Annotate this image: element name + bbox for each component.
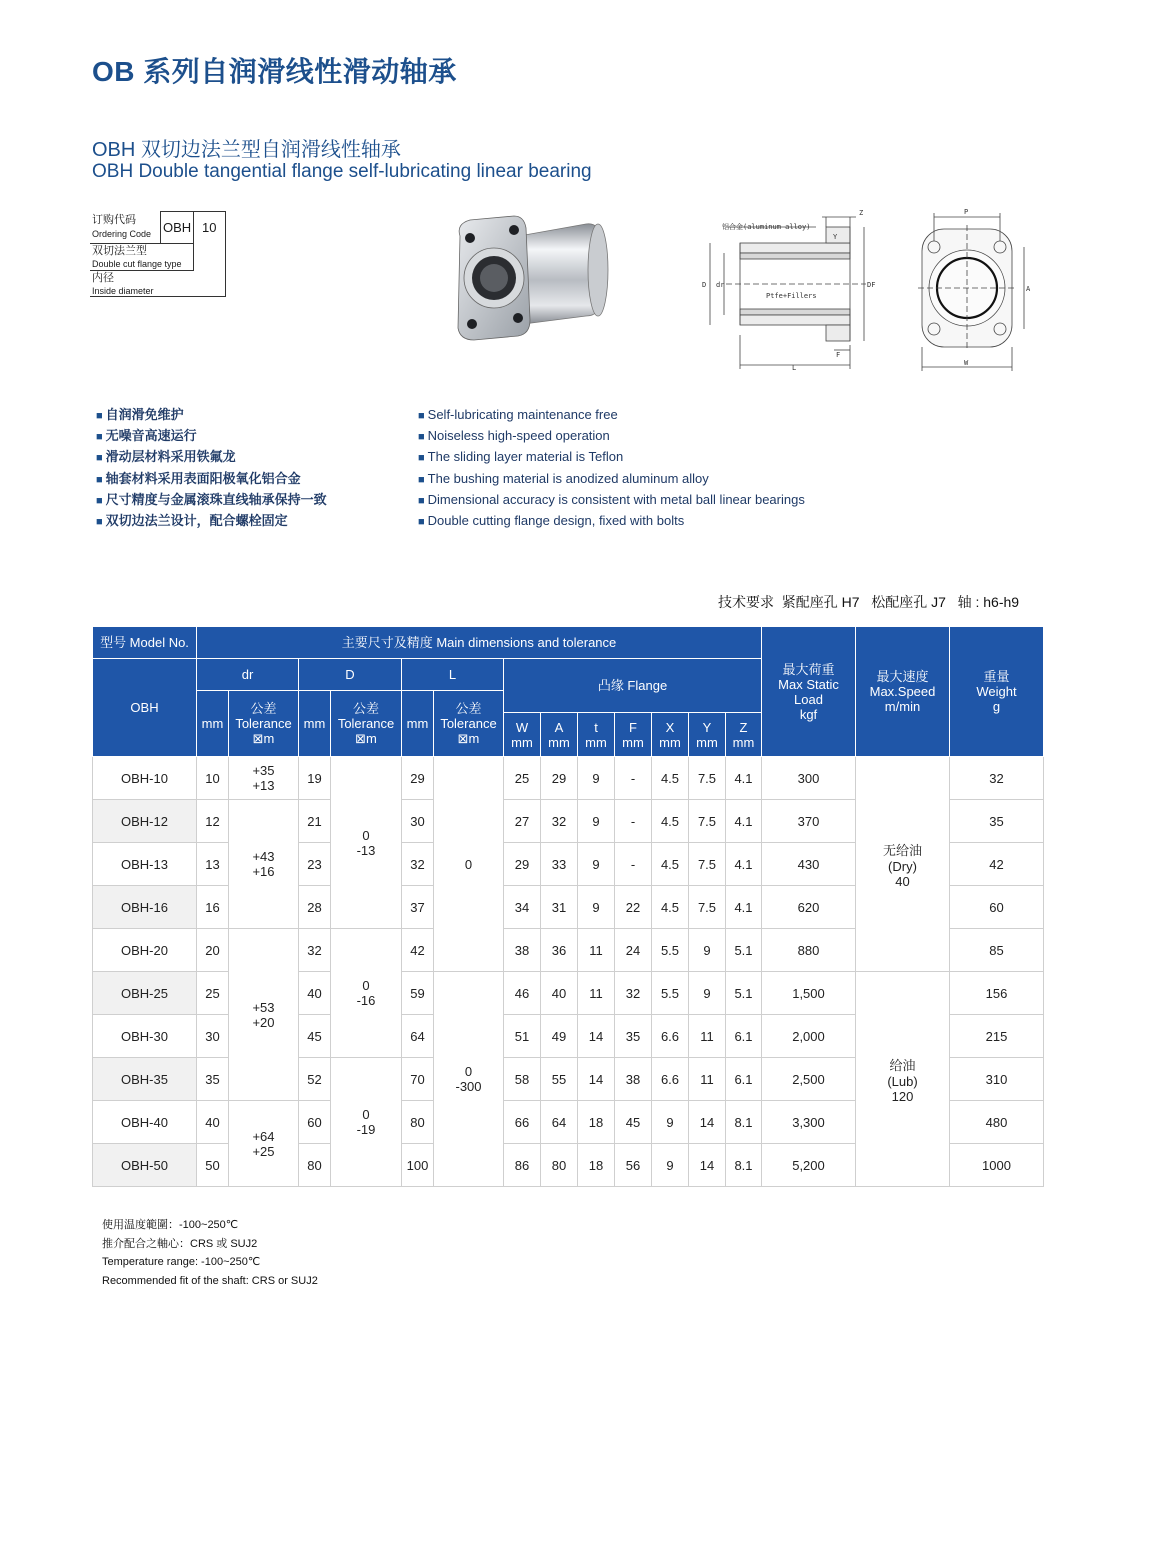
cell-X: 6.6	[652, 1015, 689, 1058]
cell-D: 21	[299, 800, 331, 843]
cell-Y: 14	[689, 1101, 726, 1144]
feature-item: ■ 自润滑免维护	[96, 405, 327, 426]
cell-dr-tolerance-line: +35	[252, 763, 275, 778]
header-flange: 凸缘 Flange	[504, 659, 762, 713]
cell-dr: 35	[197, 1058, 229, 1101]
cell-max-speed	[856, 972, 950, 1187]
ordering-type-en: Double cut flange type	[92, 259, 182, 269]
cell-W: 34	[504, 886, 541, 929]
cell-Z: 8.1	[726, 1144, 762, 1187]
cell-max-speed-line: 无给油	[882, 842, 922, 858]
cell-Z: 8.1	[726, 1101, 762, 1144]
cell-Y: 7.5	[689, 843, 726, 886]
cell-D: 19	[299, 757, 331, 800]
cell-F: 35	[615, 1015, 652, 1058]
cell-dr-tolerance-line: +64	[252, 1128, 275, 1144]
dim-d: D	[702, 281, 707, 289]
header-L-tolerance: 公差 Tolerance ⊠m	[434, 691, 504, 757]
cell-Z: 4.1	[726, 886, 762, 929]
cell-D-tolerance	[331, 757, 402, 929]
cell-A: 31	[541, 886, 578, 929]
cell-L: 29	[402, 757, 434, 800]
cell-F: 22	[615, 886, 652, 929]
cell-weight: 32	[950, 757, 1044, 800]
cell-X: 4.5	[652, 800, 689, 843]
cell-t: 18	[578, 1144, 615, 1187]
cell-model: OBH-25	[93, 972, 197, 1015]
cell-weight: 1000	[950, 1144, 1044, 1187]
cell-model: OBH-40	[93, 1101, 197, 1144]
cell-model: OBH-13	[93, 843, 197, 886]
feature-item: ■ 轴套材料采用表面阳极氧化铝合金	[96, 469, 327, 490]
header-dr-mm: mm	[197, 691, 229, 757]
cell-t: 11	[578, 929, 615, 972]
cell-max-speed-line: 120	[891, 1088, 914, 1104]
tech-requirements: 技术要求 紧配座孔 H7 松配座孔 J7 轴 : h6-h9	[718, 594, 1020, 610]
cell-model: OBH-12	[93, 800, 197, 843]
cell-dr: 25	[197, 972, 229, 1015]
header-L-mm: mm	[402, 691, 434, 757]
dim-p: P	[964, 208, 969, 216]
cell-L-tolerance-line: 0	[464, 856, 473, 872]
cell-L-tolerance-line: -300	[455, 1079, 482, 1094]
feature-item: ■ Dimensional accuracy is consistent with metal ball linear bearings	[418, 490, 805, 511]
cell-Y: 7.5	[689, 800, 726, 843]
cell-L: 80	[402, 1101, 434, 1144]
note-line: Temperature range: -100~250℃	[102, 1256, 261, 1268]
cell-X: 6.6	[652, 1058, 689, 1101]
cell-weight: 60	[950, 886, 1044, 929]
cell-D: 52	[299, 1058, 331, 1101]
cell-D-tolerance-line: 0	[362, 827, 370, 843]
cell-D-tolerance	[331, 929, 402, 1058]
header-obh: OBH	[93, 659, 197, 757]
cell-dr: 12	[197, 800, 229, 843]
cell-model: OBH-35	[93, 1058, 197, 1101]
cell-Z: 4.1	[726, 800, 762, 843]
cell-load: 300	[762, 757, 856, 800]
cell-Y: 11	[689, 1058, 726, 1101]
cell-D-tolerance-line: 0	[362, 1107, 370, 1122]
cell-L: 37	[402, 886, 434, 929]
cell-D-tolerance	[331, 1058, 402, 1187]
cell-L: 30	[402, 800, 434, 843]
cell-A: 36	[541, 929, 578, 972]
cell-load: 620	[762, 886, 856, 929]
cell-A: 64	[541, 1101, 578, 1144]
cell-model: OBH-50	[93, 1144, 197, 1187]
ordering-diam-en: Inside diameter	[92, 286, 154, 296]
cell-load: 2,000	[762, 1015, 856, 1058]
ordering-size-value: 10	[202, 220, 217, 235]
cell-D: 80	[299, 1144, 331, 1187]
feature-item: ■ 滑动层材料采用铁氟龙	[96, 447, 327, 468]
dim-dr: dr	[716, 281, 725, 289]
feature-item: ■ The bushing material is anodized aluminum alloy	[418, 469, 805, 490]
spec-table	[92, 626, 1044, 1187]
cell-W: 58	[504, 1058, 541, 1101]
cell-Z: 6.1	[726, 1058, 762, 1101]
cell-X: 5.5	[652, 929, 689, 972]
cell-dr: 10	[197, 757, 229, 800]
header-X: X mm	[652, 713, 689, 757]
cell-X: 4.5	[652, 843, 689, 886]
cell-X: 4.5	[652, 757, 689, 800]
cell-D: 28	[299, 886, 331, 929]
cell-A: 55	[541, 1058, 578, 1101]
header-D-tolerance: 公差 Tolerance ⊠m	[331, 691, 402, 757]
feature-list-en	[418, 405, 805, 532]
header-W: W mm	[504, 713, 541, 757]
cell-dr-tolerance	[229, 757, 299, 800]
cell-D: 23	[299, 843, 331, 886]
cell-A: 80	[541, 1144, 578, 1187]
cell-A: 40	[541, 972, 578, 1015]
subtitle-cn: OBH 双切边法兰型自润滑线性轴承	[92, 139, 401, 161]
header-D-mm: mm	[299, 691, 331, 757]
cell-max-speed-line: (Lub)	[887, 1073, 918, 1089]
cell-dr-tolerance-line: +53	[252, 999, 275, 1015]
cell-Z: 5.1	[726, 929, 762, 972]
dim-w: W	[964, 359, 969, 367]
cell-X: 4.5	[652, 886, 689, 929]
cell-W: 27	[504, 800, 541, 843]
ordering-diam-cn: 内径	[92, 272, 114, 284]
cell-dr-tolerance-line: +13	[252, 778, 275, 793]
ordering-type-value: OBH	[163, 220, 192, 235]
cell-t: 11	[578, 972, 615, 1015]
cell-Z: 4.1	[726, 757, 762, 800]
cell-weight: 215	[950, 1015, 1044, 1058]
cell-max-speed-line: 给油	[889, 1057, 916, 1073]
ordering-code-box	[90, 211, 226, 297]
cell-D-tolerance-line: 0	[362, 978, 370, 993]
feature-item: ■ Double cutting flange design, fixed with bolts	[418, 511, 805, 532]
cell-t: 9	[578, 800, 615, 843]
cell-L: 64	[402, 1015, 434, 1058]
cell-Z: 6.1	[726, 1015, 762, 1058]
cell-max-speed-line: 40	[895, 873, 910, 889]
cell-A: 32	[541, 800, 578, 843]
cell-W: 29	[504, 843, 541, 886]
cell-Z: 5.1	[726, 972, 762, 1015]
cell-L-tolerance-line: 0	[464, 1064, 473, 1079]
cell-D: 40	[299, 972, 331, 1015]
cell-dr: 50	[197, 1144, 229, 1187]
cell-X: 9	[652, 1101, 689, 1144]
header-max-speed: 最大速度 Max.Speed m/min	[856, 627, 950, 757]
cell-D-tolerance-line: -13	[356, 842, 376, 858]
header-dr-tolerance: 公差 Tolerance ⊠m	[229, 691, 299, 757]
cell-Y: 9	[689, 929, 726, 972]
cell-L-tolerance	[434, 972, 504, 1187]
bearing-photo	[448, 210, 618, 345]
cell-t: 14	[578, 1015, 615, 1058]
ordering-code-cn: 订购代码	[92, 214, 136, 226]
cell-dr-tolerance-line: +20	[252, 1014, 275, 1030]
feature-item: ■ 双切边法兰设计，配合螺栓固定	[96, 511, 327, 532]
cell-W: 25	[504, 757, 541, 800]
cell-load: 1,500	[762, 972, 856, 1015]
cell-Y: 14	[689, 1144, 726, 1187]
feature-item: ■ Self-lubricating maintenance free	[418, 405, 805, 426]
cell-A: 33	[541, 843, 578, 886]
feature-item: ■ 无噪音高速运行	[96, 426, 327, 447]
cell-dr: 30	[197, 1015, 229, 1058]
cell-W: 66	[504, 1101, 541, 1144]
header-A: A mm	[541, 713, 578, 757]
cell-max-speed	[856, 757, 950, 972]
cell-A: 49	[541, 1015, 578, 1058]
label-alloy: 铝合金(aluminum alloy)	[722, 223, 811, 231]
dim-df: DF	[867, 281, 876, 289]
header-max-load: 最大荷重 Max Static Load kgf	[762, 627, 856, 757]
cell-t: 9	[578, 843, 615, 886]
cell-weight: 42	[950, 843, 1044, 886]
cell-dr: 13	[197, 843, 229, 886]
header-Y: Y mm	[689, 713, 726, 757]
cell-Y: 7.5	[689, 757, 726, 800]
cell-t: 18	[578, 1101, 615, 1144]
label-ptfe: Ptfe+Fillers	[766, 292, 817, 300]
cell-D: 32	[299, 929, 331, 972]
header-model: 型号 Model No.	[93, 627, 197, 659]
cell-F: 24	[615, 929, 652, 972]
cell-weight: 35	[950, 800, 1044, 843]
notes	[102, 1216, 318, 1290]
cell-load: 430	[762, 843, 856, 886]
cell-L: 59	[402, 972, 434, 1015]
cell-load: 370	[762, 800, 856, 843]
note-line: 使用温度範圍：-100~250℃	[102, 1219, 239, 1231]
header-weight: 重量 Weight g	[950, 627, 1044, 757]
header-main-dimensions: 主要尺寸及精度 Main dimensions and tolerance	[197, 627, 762, 659]
dim-y: Y	[833, 233, 838, 241]
cell-D-tolerance-line: -16	[356, 993, 376, 1008]
cell-model: OBH-10	[93, 757, 197, 800]
cell-dr-tolerance	[229, 929, 299, 1101]
cell-W: 46	[504, 972, 541, 1015]
cell-dr: 20	[197, 929, 229, 972]
feature-item: ■ The sliding layer material is Teflon	[418, 447, 805, 468]
subtitle-en: OBH Double tangential flange self-lubricating linear bearing	[92, 161, 592, 182]
cell-load: 5,200	[762, 1144, 856, 1187]
cell-L: 100	[402, 1144, 434, 1187]
section-drawing	[696, 205, 881, 375]
cell-dr-tolerance-line: +43	[252, 849, 275, 864]
cell-W: 86	[504, 1144, 541, 1187]
cell-D: 60	[299, 1101, 331, 1144]
header-L: L	[402, 659, 504, 691]
cell-load: 2,500	[762, 1058, 856, 1101]
ordering-code-en: Ordering Code	[92, 229, 152, 239]
cell-L: 32	[402, 843, 434, 886]
cell-A: 29	[541, 757, 578, 800]
cell-model: OBH-20	[93, 929, 197, 972]
header-dr: dr	[197, 659, 299, 691]
dim-a: A	[1026, 285, 1031, 293]
cell-F: 56	[615, 1144, 652, 1187]
cell-L: 70	[402, 1058, 434, 1101]
page-title: OB 系列自润滑线性滑动轴承	[92, 56, 457, 87]
header-Z: Z mm	[726, 713, 762, 757]
cell-F: 32	[615, 972, 652, 1015]
dim-z: Z	[859, 209, 864, 217]
cell-weight: 480	[950, 1101, 1044, 1144]
cell-t: 9	[578, 757, 615, 800]
front-view-drawing	[912, 205, 1032, 375]
cell-weight: 310	[950, 1058, 1044, 1101]
ordering-type-cn: 双切法兰型	[92, 245, 147, 257]
cell-dr-tolerance	[229, 1101, 299, 1187]
cell-Y: 11	[689, 1015, 726, 1058]
header-t: t mm	[578, 713, 615, 757]
header-F: F mm	[615, 713, 652, 757]
cell-dr-tolerance-line: +16	[252, 864, 275, 879]
cell-Y: 9	[689, 972, 726, 1015]
cell-dr-tolerance-line: +25	[252, 1143, 275, 1159]
cell-model: OBH-30	[93, 1015, 197, 1058]
cell-L: 42	[402, 929, 434, 972]
cell-dr: 40	[197, 1101, 229, 1144]
note-line: 推介配合之軸心：CRS 或 SUJ2	[102, 1237, 258, 1250]
cell-Z: 4.1	[726, 843, 762, 886]
note-line: Recommended fit of the shaft: CRS or SUJ2	[102, 1274, 318, 1287]
feature-item: ■ Noiseless high-speed operation	[418, 426, 805, 447]
cell-W: 38	[504, 929, 541, 972]
feature-list-cn	[96, 405, 327, 532]
cell-dr: 16	[197, 886, 229, 929]
dim-l: L	[792, 364, 797, 372]
cell-F: -	[615, 800, 652, 843]
cell-X: 9	[652, 1144, 689, 1187]
cell-D-tolerance-line: -19	[356, 1122, 376, 1137]
cell-X: 5.5	[652, 972, 689, 1015]
cell-Y: 7.5	[689, 886, 726, 929]
cell-load: 3,300	[762, 1101, 856, 1144]
cell-dr-tolerance	[229, 800, 299, 929]
cell-D: 45	[299, 1015, 331, 1058]
cell-F: 45	[615, 1101, 652, 1144]
table-row	[93, 757, 1044, 800]
cell-load: 880	[762, 929, 856, 972]
dim-f: F	[836, 351, 841, 359]
cell-model: OBH-16	[93, 886, 197, 929]
cell-t: 9	[578, 886, 615, 929]
cell-F: 38	[615, 1058, 652, 1101]
header-D: D	[299, 659, 402, 691]
cell-F: -	[615, 757, 652, 800]
cell-F: -	[615, 843, 652, 886]
cell-W: 51	[504, 1015, 541, 1058]
cell-weight: 156	[950, 972, 1044, 1015]
cell-L-tolerance	[434, 757, 504, 972]
feature-item: ■ 尺寸精度与金属滚珠直线轴承保持一致	[96, 490, 327, 511]
cell-t: 14	[578, 1058, 615, 1101]
cell-max-speed-line: (Dry)	[888, 858, 917, 874]
cell-weight: 85	[950, 929, 1044, 972]
